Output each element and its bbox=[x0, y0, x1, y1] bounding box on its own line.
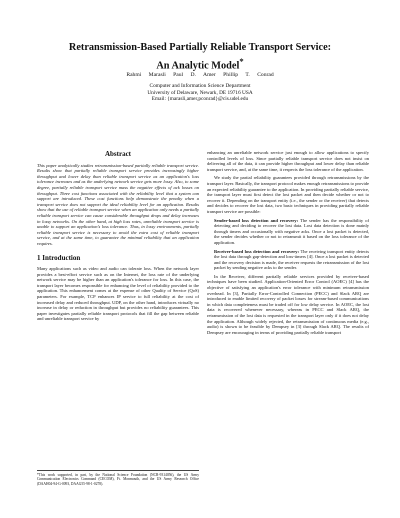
affiliation bbox=[30, 83, 370, 103]
affiliation-univ: University of Delaware, Newark, DE 19716 USA bbox=[147, 89, 253, 96]
paper-title bbox=[30, 42, 370, 72]
bullet-text: The receiving transport entity detects the lost data through gap-detection and loss-timers [4]. Once a lost packet is detected and the recovery decision is made, the receiver requests the retransmission of the lost packet by sending negative acks to the sender. bbox=[214, 248, 369, 271]
bullet-heading: Sender-based loss detection and recovery: bbox=[214, 217, 299, 223]
body-paragraph: enhancing an unreliable network service just enough to allow applications to specify controlled levels of loss. Since partially reliable transport service does not insist on delivering all of the data, it can provide higher throughput and lower delay than reliable transport service, and, at the same time, it respects the loss tolerance of the application. bbox=[207, 150, 369, 172]
bullet-heading: Receiver-based loss detection and recovery: bbox=[214, 248, 300, 254]
author-name: Paul D. Amer bbox=[173, 72, 216, 78]
section-heading-introduction: 1 Introduction bbox=[37, 253, 81, 262]
abstract-heading: Abstract bbox=[104, 150, 132, 158]
author-name: Phillip T. Conrad bbox=[223, 72, 274, 78]
body-paragraph: In the Receiver, different partially reliable services provided by receiver-based techniques have been studied. Application-Oriented Error Control (AOEC) [4] has the objective of satisfying an application's error tolerance with minimum retransmission overhead. In [3], Partially Error-Controlled Connection (PECC) and Slack ARQ are introduced to enable limited recovery of packet losses for stream-based communications in which data completeness must be traded off for low delay service. In AOEC, the lost data is recovered whenever necessary, whereas in PECC and Slack ARQ, the retransmission of the lost data is requested in the transport layer only if it does not delay the application. Although widely rejected, the retransmission of continuous media (e.g., audio) is shown to be feasible by Dempsey in [3] through Slack ARQ. The results of Dempsey are encouraging in terms of providing partially reliable transport bbox=[207, 273, 369, 335]
bullet-item-receiver bbox=[214, 249, 369, 271]
bullet-text: The sender has the responsibility of detecting and deciding to recover the lost data. Lost data detection is done mainly through timers and occasionally with negative acks. Once a lost packet is detected, the sender decides whether or not to retransmit it based on the loss tolerance of the application. bbox=[214, 217, 369, 245]
author-name: Rahmi Marasli bbox=[126, 72, 166, 78]
affiliation-dept: Computer and Information Science Department bbox=[149, 83, 251, 89]
affiliation-email: Email: {marasli,amer,pconrad}@cis.udel.edu bbox=[151, 96, 249, 103]
title-footnote-mark: * bbox=[239, 55, 244, 66]
intro-paragraph: Many applications such as video and audio can tolerate loss. When the network layer provides a best-effort service such as on the Internet, the loss rate of the underlying network service may be higher than an application's tolerance for loss. In this case, the transport layer becomes responsible for enhancing the level of reliability provided to the application. This enhancement comes at the expense of other Quality of Service (QoS) parameters. For example, TCP enhances IP service to full reliability at the cost of increased delay and reduced throughput. UDP, on the other hand, introduces virtually no increase in delay or reduction in throughput but provides no reliability guarantees. This paper investigates partially reliable transport protocols that fill the gap between reliable and unreliable transport service by bbox=[37, 266, 199, 322]
left-column bbox=[37, 152, 199, 325]
bullet-item-sender bbox=[214, 218, 369, 246]
title-line-2: An Analytic Model bbox=[156, 59, 240, 71]
title-line-1: Retransmission-Based Partially Reliable Transport Service: bbox=[68, 42, 332, 53]
footnote: *This work supported, in part, by the National Science Foundation (NCR-9314056), the US Army Communication Electronics Command (CECOM), Ft. Monmouth, and the US Army Research Office (DAAH04-94-G-0093, DAAG55-98-1-0278). bbox=[37, 470, 199, 486]
author-list bbox=[30, 72, 370, 79]
right-column bbox=[207, 150, 369, 338]
body-paragraph: We study the partial reliability guarantees provided through retransmissions by the transport layer. Basically, the transport protocol makes enough retransmissions to provide an expected reliability guarantee to the application. In providing partially reliable service, the transport layer must first detect the lost packet and then decide whether or not to recover it. Depending on the transport entity (i.e., the sender or the receiver) that detects and decides to recover the lost data, two basic techniques in providing partially reliable transport service are possible: bbox=[207, 175, 369, 214]
abstract-text: This paper analytically studies retransmission-based partially reliable transport service. Results show that partially reliable transport service provides increasingly higher throughput and lower delay than reliable transport service as an application's loss tolerance increases and as the underlying network service gets more lossy. Also, to some degree, partially reliable transport service mass the negative effects of ack losses on throughput. Three cost functions associated with the reliability level that a system can support are introduced. These cost functions help demonstrate the penalty when a transport service does not support the ideal reliability level for an application. Results show that the use of reliable transport service when an application only needs a partially reliable transport service can cause considerable throughput drops and delay increases in lossy networks. On the other hand, at high loss rates, unreliable transport service is unable to support an application's loss tolerance. Thus, in lossy environments, partially reliable transport service is necessary to avoid the extra cost of reliable transport service, and at the same time, to guarantee the minimal reliability that an application requires. bbox=[37, 162, 199, 246]
